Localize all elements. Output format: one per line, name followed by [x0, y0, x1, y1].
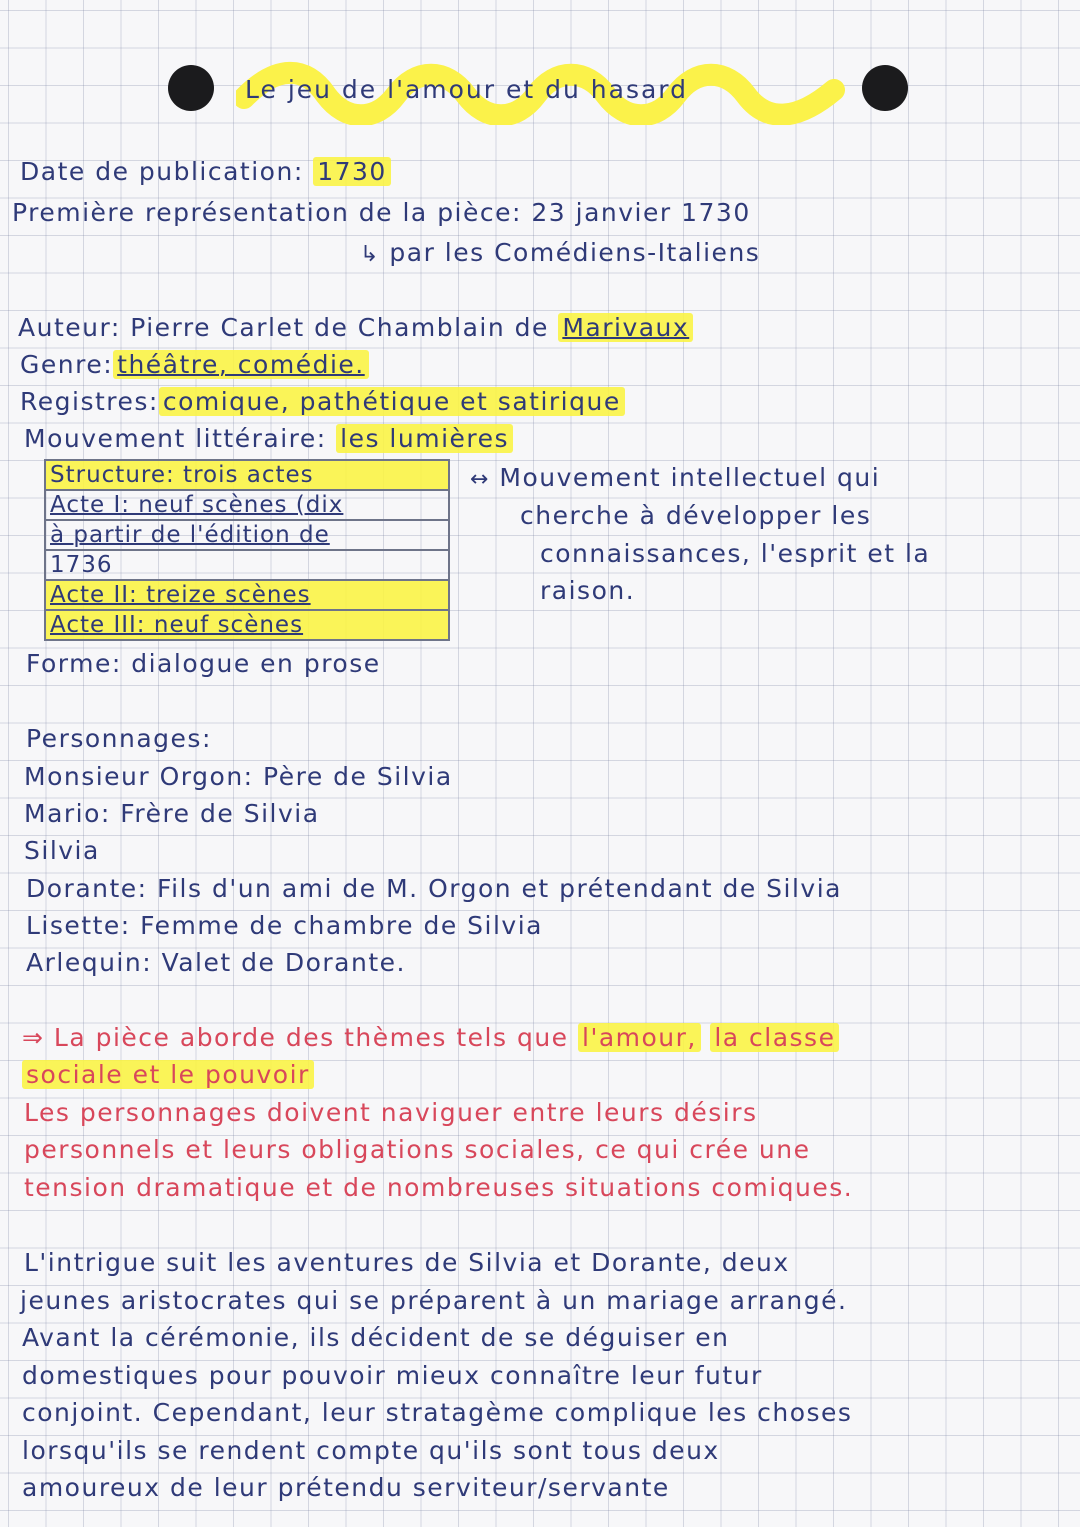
premiere-by-line — [360, 236, 760, 272]
mouvement-value: les lumières — [336, 424, 513, 453]
personnage-item: Arlequin: Valet de Dorante. — [26, 948, 406, 977]
registres-label: Registres: — [20, 387, 159, 416]
registres-value: comique, pathétique et satirique — [159, 387, 625, 416]
mouvement-line — [24, 422, 513, 456]
themes-text: personnels et leurs obligations sociales, ce qui crée une — [24, 1135, 811, 1164]
premiere-line — [12, 196, 751, 230]
theme-social-power: sociale et le pouvoir — [22, 1060, 314, 1089]
premiere-value: 23 janvier 1730 — [531, 198, 751, 227]
mouvement-note-2: cherche à développer les — [520, 501, 872, 530]
auteur-surname: Marivaux — [558, 313, 693, 342]
intrigue-text: jeunes aristocrates qui se préparent à un mariage arrangé. — [20, 1286, 848, 1315]
premiere-by: par les Comédiens-Italiens — [389, 238, 761, 267]
publication-line — [20, 155, 391, 189]
arrow-right-icon: ⇒ — [22, 1023, 45, 1052]
structure-row: Acte I: neuf scènes (dix — [45, 490, 449, 520]
theme-class: la classe — [710, 1023, 839, 1052]
personnage-item: Dorante: Fils d'un ami de M. Orgon et prétendant de Silvia — [26, 874, 842, 903]
auteur-line — [18, 311, 693, 345]
structure-row: 1736 — [45, 550, 449, 580]
intrigue-text: Avant la cérémonie, ils décident de se déguiser en — [22, 1323, 730, 1352]
forme-line — [26, 647, 381, 681]
intrigue-text: conjoint. Cependant, leur stratagème complique les choses — [22, 1398, 853, 1427]
themes-text: tension dramatique et de nombreuses situations comiques. — [24, 1173, 854, 1202]
themes-lead: La pièce aborde des thèmes tels que — [53, 1023, 569, 1052]
page-title: Le jeu de l'amour et du hasard — [245, 75, 688, 104]
personnages-heading: Personnages: — [26, 724, 212, 753]
intrigue-text: lorsqu'ils se rendent compte qu'ils sont tous deux — [22, 1436, 720, 1465]
personnage-item: Silvia — [24, 836, 100, 865]
arrow-icon: ↳ — [360, 242, 380, 267]
auteur-value: Pierre Carlet de Chamblain de — [130, 313, 549, 342]
registres-line — [20, 385, 625, 419]
mouvement-note-1 — [470, 461, 880, 497]
mouvement-note-3: connaissances, l'esprit et la — [540, 539, 931, 568]
genre-value: théâtre, comédie. — [113, 350, 369, 379]
themes-text: Les personnages doivent naviguer entre leurs désirs — [24, 1098, 758, 1127]
personnage-item: Lisette: Femme de chambre de Silvia — [26, 911, 543, 940]
intrigue-text: L'intrigue suit les aventures de Silvia et Dorante, deux — [24, 1248, 790, 1277]
themes-line-2 — [22, 1058, 314, 1092]
premiere-label: Première représentation de la pièce: — [12, 198, 522, 227]
theme-love: l'amour, — [578, 1023, 701, 1052]
structure-row: Acte III: neuf scènes — [45, 610, 449, 640]
themes-line-1 — [22, 1021, 839, 1055]
intrigue-text: amoureux de leur prétendu serviteur/servante — [22, 1473, 670, 1502]
intrigue-text: domestiques pour pouvoir mieux connaître leur futur — [22, 1361, 763, 1390]
mouvement-note-text: Mouvement intellectuel qui — [499, 463, 881, 492]
genre-label: Genre: — [20, 350, 114, 379]
binder-hole-left — [168, 65, 214, 111]
structure-row: à partir de l'édition de — [45, 520, 449, 550]
personnage-item: Mario: Frère de Silvia — [24, 799, 320, 828]
personnage-item: Monsieur Orgon: Père de Silvia — [24, 762, 453, 791]
genre-line — [20, 348, 369, 382]
mouvement-note-4: raison. — [540, 576, 636, 605]
structure-row: Acte II: treize scènes — [45, 580, 449, 610]
forme-value: dialogue en prose — [131, 649, 381, 678]
publication-label: Date de publication: — [20, 157, 304, 186]
double-arrow-icon: ↔ — [470, 467, 490, 492]
forme-label: Forme: — [26, 649, 122, 678]
mouvement-label: Mouvement littéraire: — [24, 424, 327, 453]
publication-value: 1730 — [313, 157, 391, 186]
binder-hole-right — [862, 65, 908, 111]
structure-row: Structure: trois actes — [45, 460, 449, 490]
structure-table — [44, 459, 450, 641]
auteur-label: Auteur: — [18, 313, 121, 342]
